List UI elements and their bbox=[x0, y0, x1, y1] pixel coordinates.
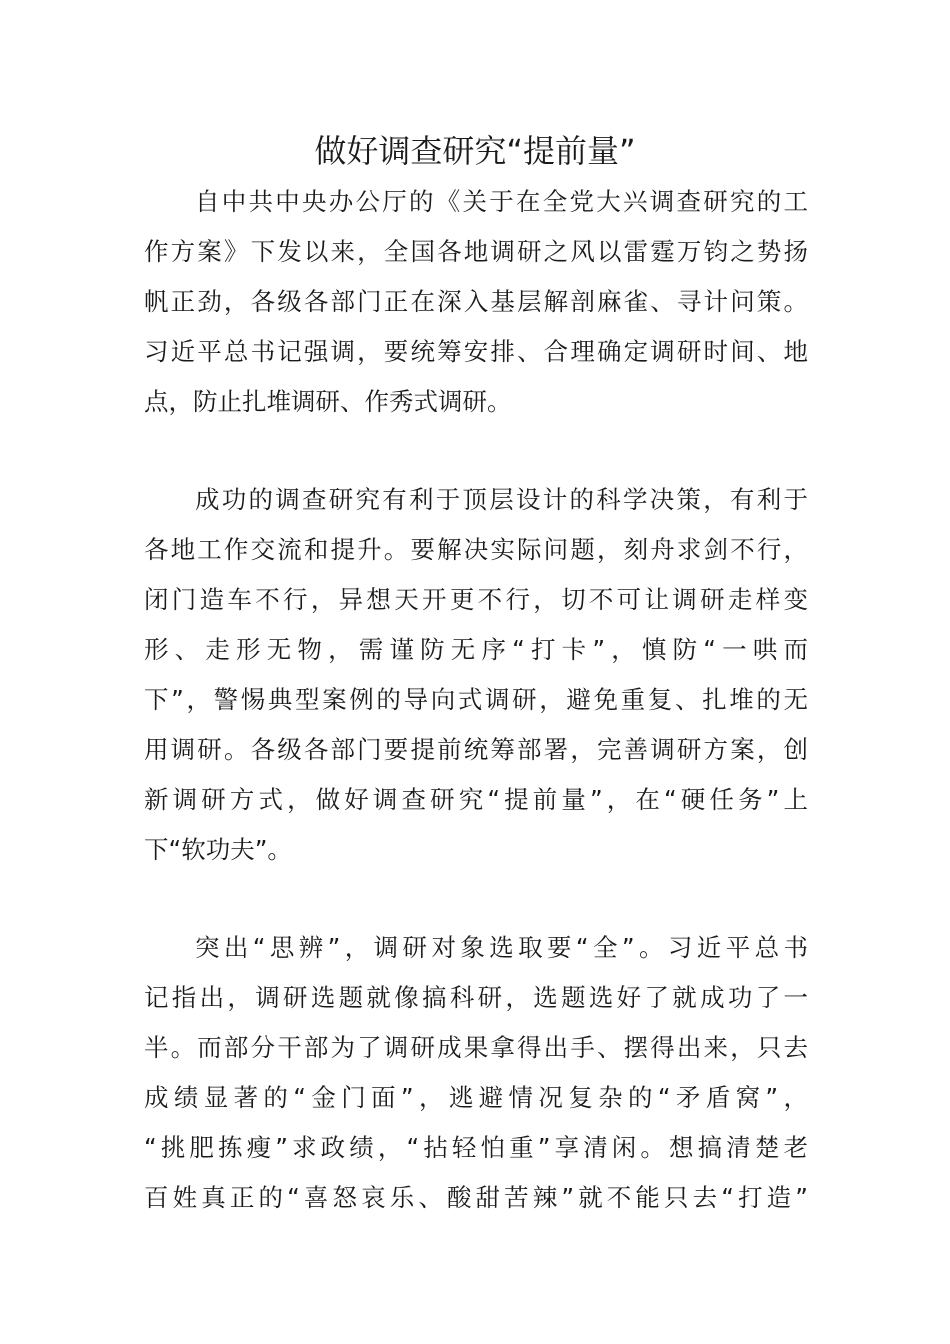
paragraph-line: 成绩显著的“金门面”，逃避情况复杂的“矛盾窝”， bbox=[144, 1083, 808, 1112]
paragraph-line: 习近平总书记强调，要统筹安排、合理确定调研时间、地 bbox=[144, 337, 808, 366]
paragraph-line: 百姓真正的“喜怒哀乐、酸甜苦辣”就不能只去“打造” bbox=[144, 1183, 808, 1212]
paragraph-line: 记指出，调研选题就像搞科研，选题选好了就成功了一 bbox=[144, 983, 808, 1012]
paragraph-line: 闭门造车不行，异想天开更不行，切不可让调研走样变 bbox=[144, 585, 808, 614]
paragraph-line: 突出“思辨”，调研对象选取要“全”。习近平总书 bbox=[195, 933, 808, 962]
paragraph-line: 下“软功夫”。 bbox=[144, 835, 292, 864]
paragraph-line: “挑肥拣瘦”求政绩，“拈轻怕重”享清闲。想搞清楚老 bbox=[144, 1133, 808, 1162]
paragraph-line: 形、走形无物，需谨防无序“打卡”，慎防“一哄而 bbox=[144, 635, 808, 664]
paragraph-line: 半。而部分干部为了调研成果拿得出手、摆得出来，只去 bbox=[144, 1033, 808, 1062]
paragraph-line: 点，防止扎堆调研、作秀式调研。 bbox=[144, 387, 512, 416]
paragraph-line: 下”，警惕典型案例的导向式调研，避免重复、扎堆的无 bbox=[144, 685, 808, 714]
paragraph-line: 新调研方式，做好调查研究“提前量”，在“硬任务”上 bbox=[144, 785, 808, 814]
document-title: 做好调查研究“提前量” bbox=[314, 132, 636, 170]
paragraph-2 bbox=[144, 475, 808, 875]
paragraph-line: 用调研。各级各部门要提前统筹部署，完善调研方案，创 bbox=[144, 735, 808, 764]
paragraph-1 bbox=[144, 177, 808, 427]
paragraph-line: 各地工作交流和提升。要解决实际问题，刻舟求剑不行， bbox=[144, 535, 808, 564]
paragraph-line: 帆正劲，各级各部门正在深入基层解剖麻雀、寻计问策。 bbox=[144, 287, 808, 316]
paragraph-3 bbox=[144, 923, 808, 1223]
paragraph-line: 自中共中央办公厅的《关于在全党大兴调查研究的工 bbox=[195, 187, 808, 216]
paragraph-line: 作方案》下发以来，全国各地调研之风以雷霆万钧之势扬 bbox=[144, 237, 808, 266]
paragraph-line: 成功的调查研究有利于顶层设计的科学决策，有利于 bbox=[195, 485, 808, 514]
